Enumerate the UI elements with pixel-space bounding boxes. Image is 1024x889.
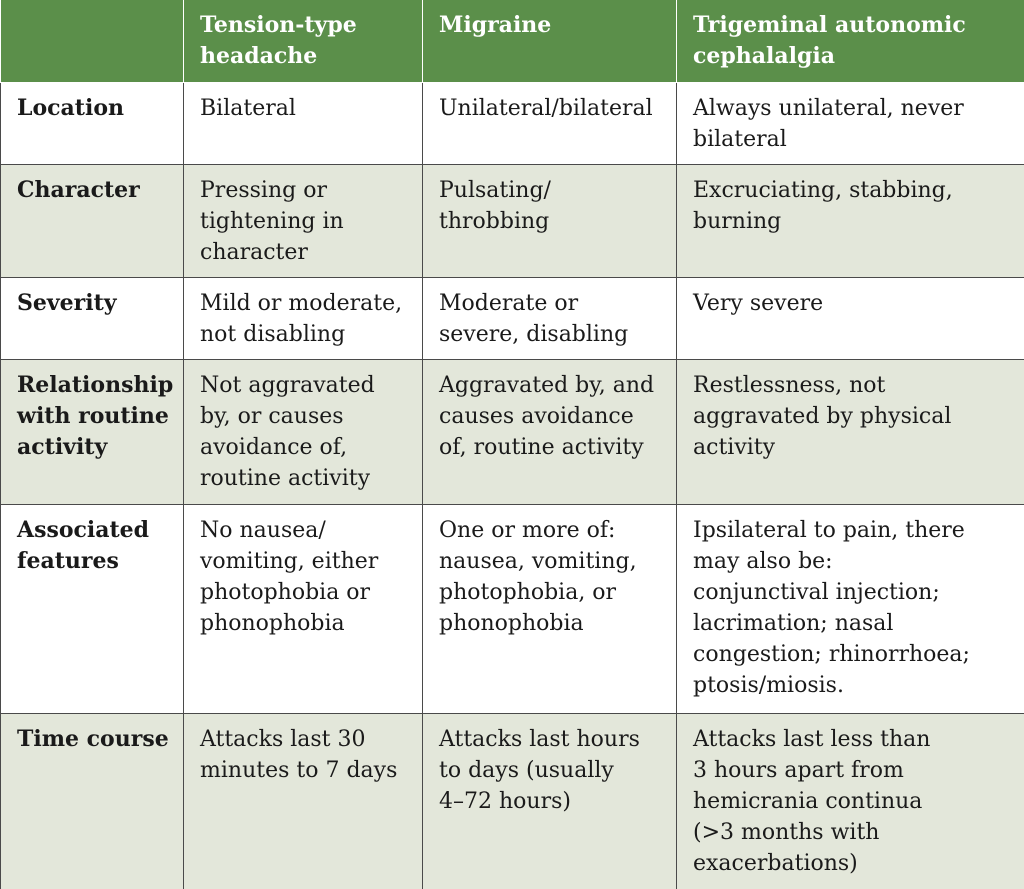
tension-cell	[184, 504, 423, 713]
row-label-cell	[1, 359, 184, 504]
row-label-cell	[1, 164, 184, 277]
tension-value: Mild or moderate, not disabling	[200, 290, 403, 347]
tac-cell	[677, 277, 1024, 359]
table-header	[1, 0, 1024, 82]
tac-value: Ipsilateral to pain, there may also be: conjunctival injection; lacrimation; nasal congestion; rhinorrhoea; ptosis/miosis.	[693, 517, 970, 698]
row-label: Location	[17, 94, 124, 121]
row-label: Severity	[17, 289, 117, 316]
header-migraine	[423, 0, 677, 82]
tac-value: Attacks last less than 3 hours apart from hemicrania continua (>3 months with exacerbations)	[693, 726, 931, 876]
header-migraine-text: Migraine	[439, 12, 552, 38]
header-tension-type	[184, 0, 423, 82]
header-row	[1, 0, 1024, 82]
table-body	[1, 82, 1024, 889]
tac-cell	[677, 504, 1024, 713]
tac-cell	[677, 82, 1024, 164]
tac-cell	[677, 359, 1024, 504]
migraine-value: Aggravated by, and causes avoidance of, routine activity	[439, 372, 655, 460]
tension-value: No nausea/ vomiting, either photophobia or phonophobia	[200, 517, 379, 636]
table-row-time-course	[1, 713, 1024, 889]
migraine-cell	[423, 359, 677, 504]
row-label: Time course	[17, 725, 169, 752]
tension-value: Pressing or tightening in character	[200, 177, 344, 265]
migraine-value: Attacks last hours to days (usually 4–72 hours)	[439, 726, 640, 814]
header-tac	[677, 0, 1024, 82]
table-row-character	[1, 164, 1024, 277]
migraine-cell	[423, 82, 677, 164]
row-label-cell	[1, 504, 184, 713]
row-label-cell	[1, 277, 184, 359]
tac-value: Excruciating, stabbing, burning	[693, 177, 953, 234]
tension-cell	[184, 277, 423, 359]
table-row-severity	[1, 277, 1024, 359]
table-row-relationship	[1, 359, 1024, 504]
tension-value: Bilateral	[200, 95, 296, 121]
tension-cell	[184, 82, 423, 164]
migraine-value: Unilateral/bilateral	[439, 95, 653, 121]
tac-value: Restlessness, not aggravated by physical activity	[693, 372, 952, 460]
row-label: Relationship with routine activity	[17, 371, 174, 460]
table-row-location	[1, 82, 1024, 164]
tension-cell	[184, 713, 423, 889]
migraine-cell	[423, 504, 677, 713]
row-label: Character	[17, 176, 140, 203]
tension-value: Attacks last 30 minutes to 7 days	[200, 726, 398, 783]
migraine-cell	[423, 164, 677, 277]
migraine-value: One or more of: nausea, vomiting, photophobia, or phonophobia	[439, 517, 637, 636]
row-label-cell	[1, 713, 184, 889]
tac-value: Always unilateral, never bilateral	[693, 95, 964, 152]
header-tac-text: Trigeminal autonomic cephalalgia	[693, 12, 966, 69]
migraine-value: Pulsating/ throbbing	[439, 177, 551, 234]
header-corner	[1, 0, 184, 82]
migraine-cell	[423, 713, 677, 889]
migraine-cell	[423, 277, 677, 359]
row-label: Associated features	[17, 516, 150, 574]
table-row-associated-features	[1, 504, 1024, 713]
tac-cell	[677, 164, 1024, 277]
row-label-cell	[1, 82, 184, 164]
tension-cell	[184, 164, 423, 277]
tac-cell	[677, 713, 1024, 889]
tac-value: Very severe	[693, 290, 824, 316]
tension-cell	[184, 359, 423, 504]
tension-value: Not aggravated by, or causes avoidance of, routine activity	[200, 372, 375, 491]
migraine-value: Moderate or severe, disabling	[439, 290, 629, 347]
header-tension-type-text: Tension-type headache	[200, 12, 357, 69]
